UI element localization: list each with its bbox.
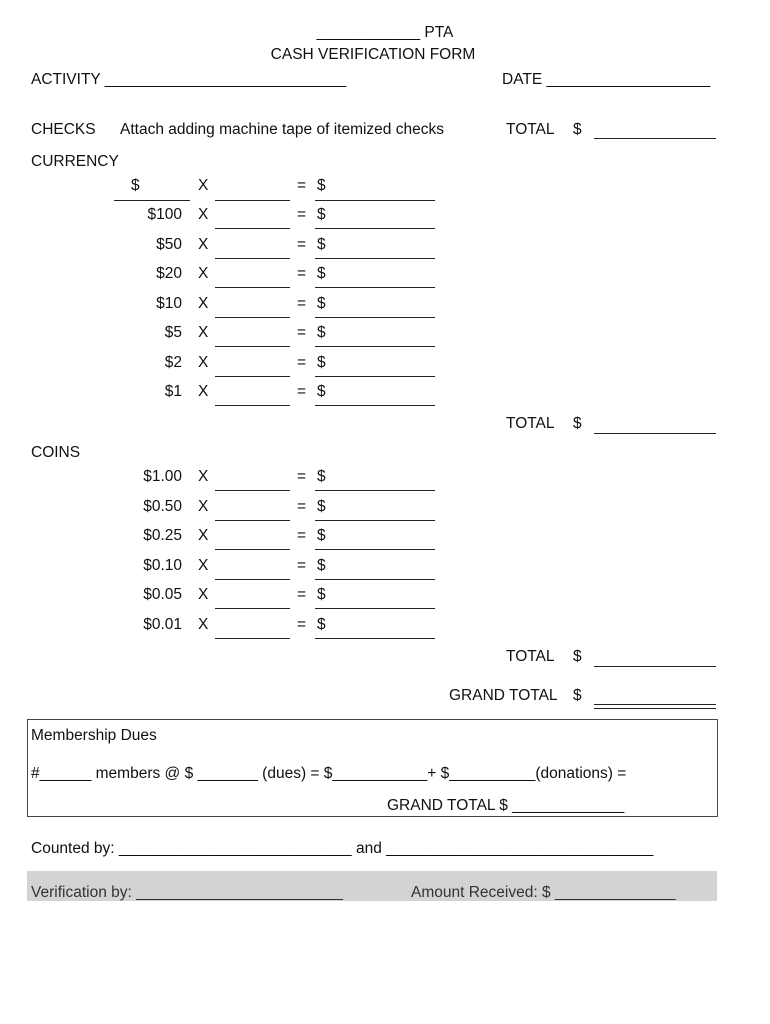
currency-times: X xyxy=(198,265,209,282)
currency-equals: = xyxy=(297,324,307,341)
currency-dollar: $ xyxy=(317,265,326,282)
currency-denomination: $20 xyxy=(156,265,182,282)
form-title: CASH VERIFICATION FORM xyxy=(270,46,476,63)
coins-amount-field[interactable] xyxy=(315,490,435,491)
currency-denomination: $100 xyxy=(147,206,182,223)
coins-amount-field[interactable] xyxy=(315,549,435,550)
currency-denomination: $2 xyxy=(164,353,182,371)
coins-amount-field[interactable] xyxy=(315,608,435,609)
checks-total-field[interactable] xyxy=(594,138,716,139)
currency-qty-field[interactable] xyxy=(215,376,290,377)
coins-amount-field[interactable] xyxy=(315,520,435,521)
activity-field[interactable]: ACTIVITY ____________________________ xyxy=(31,71,347,88)
currency-qty-field[interactable] xyxy=(215,346,290,347)
currency-times: X xyxy=(198,324,209,341)
currency-label: CURRENCY xyxy=(31,153,119,170)
currency-denomination: $5 xyxy=(164,324,182,341)
coins-dollar: $ xyxy=(317,556,326,574)
coins-qty-field[interactable] xyxy=(215,490,290,491)
coins-dollar: $ xyxy=(317,527,326,544)
coins-times: X xyxy=(198,527,209,544)
currency-total-dollar: $ xyxy=(573,415,582,432)
grand-total-label: GRAND TOTAL xyxy=(449,687,558,704)
currency-qty-field[interactable] xyxy=(215,287,290,288)
counted-by-line[interactable]: Counted by: ___________________________ and _______________________________ xyxy=(31,840,654,857)
currency-amount-field[interactable] xyxy=(315,287,435,288)
coins-equals: = xyxy=(297,497,307,515)
coins-total-label: TOTAL xyxy=(506,648,555,665)
currency-denomination: $50 xyxy=(156,235,182,253)
coins-total-field[interactable] xyxy=(594,666,716,667)
currency-amount-field[interactable] xyxy=(315,376,435,377)
currency-times: X xyxy=(198,235,209,253)
currency-equals: = xyxy=(297,206,307,223)
currency-denomination: $1 xyxy=(164,383,182,400)
coins-times: X xyxy=(198,615,209,633)
coins-denomination: $1.00 xyxy=(143,468,182,485)
coins-equals: = xyxy=(297,586,307,603)
currency-dollar: $ xyxy=(317,383,326,400)
checks-instruction: Attach adding machine tape of itemized checks xyxy=(120,121,444,138)
currency-dollar: $ xyxy=(317,353,326,371)
coins-times: X xyxy=(198,556,209,574)
currency-dollar: $ xyxy=(317,177,326,194)
currency-dollar: $ xyxy=(317,235,326,253)
checks-total-dollar: $ xyxy=(573,121,582,138)
currency-equals: = xyxy=(297,235,307,253)
checks-label: CHECKS xyxy=(31,121,96,138)
grand-total-dollar: $ xyxy=(573,687,582,704)
currency-other-qty-field[interactable] xyxy=(215,200,290,201)
coins-total-dollar: $ xyxy=(573,648,582,665)
verification-by-field[interactable]: Verification by: ________________________ xyxy=(31,884,343,901)
currency-qty-field[interactable] xyxy=(215,317,290,318)
coins-equals: = xyxy=(297,556,307,574)
currency-qty-field[interactable] xyxy=(215,258,290,259)
coins-qty-field[interactable] xyxy=(215,549,290,550)
coins-dollar: $ xyxy=(317,586,326,603)
currency-amount-field[interactable] xyxy=(315,346,435,347)
coins-denomination: $0.25 xyxy=(143,527,182,544)
currency-amount-field[interactable] xyxy=(315,228,435,229)
coins-denomination: $0.01 xyxy=(143,615,182,633)
coins-denomination: $0.50 xyxy=(143,497,182,515)
coins-times: X xyxy=(198,497,209,515)
coins-times: X xyxy=(198,468,209,485)
currency-times: X xyxy=(198,383,209,400)
coins-qty-field[interactable] xyxy=(215,520,290,521)
currency-other-denomination-field[interactable] xyxy=(114,200,190,201)
membership-grand-total-line[interactable]: GRAND TOTAL $ _____________ xyxy=(387,797,625,814)
coins-dollar: $ xyxy=(317,468,326,485)
currency-qty-field[interactable] xyxy=(215,228,290,229)
currency-equals: = xyxy=(297,265,307,282)
coins-dollar: $ xyxy=(317,615,326,633)
grand-total-field[interactable] xyxy=(594,704,716,709)
currency-dollar: $ xyxy=(317,206,326,223)
coins-label: COINS xyxy=(31,444,81,461)
coins-amount-field[interactable] xyxy=(315,638,435,639)
coins-qty-field[interactable] xyxy=(215,638,290,639)
currency-amount-field[interactable] xyxy=(315,317,435,318)
currency-equals: = xyxy=(297,353,307,371)
coins-equals: = xyxy=(297,468,307,485)
coins-qty-field[interactable] xyxy=(215,608,290,609)
currency-times: X xyxy=(198,177,209,194)
currency-dollar: $ xyxy=(317,324,326,341)
currency-amount-field[interactable] xyxy=(315,258,435,259)
currency-total-field[interactable] xyxy=(594,433,716,434)
amount-received-field[interactable]: Amount Received: $ ______________ xyxy=(411,884,676,901)
membership-title: Membership Dues xyxy=(31,727,157,744)
currency-equals: = xyxy=(297,383,307,400)
coins-denomination: $0.10 xyxy=(143,556,182,574)
coins-denomination: $0.05 xyxy=(143,586,182,603)
currency-other-dollar: $ xyxy=(131,177,140,194)
coins-qty-field[interactable] xyxy=(215,579,290,580)
coins-amount-field[interactable] xyxy=(315,579,435,580)
currency-amount-field[interactable] xyxy=(315,405,435,406)
date-field[interactable]: DATE ___________________ xyxy=(502,71,711,88)
checks-total-label: TOTAL xyxy=(506,121,555,138)
currency-times: X xyxy=(198,353,209,371)
currency-dollar: $ xyxy=(317,294,326,312)
coins-equals: = xyxy=(297,615,307,633)
coins-equals: = xyxy=(297,527,307,544)
currency-qty-field[interactable] xyxy=(215,405,290,406)
currency-times: X xyxy=(198,294,209,312)
coins-dollar: $ xyxy=(317,497,326,515)
coins-times: X xyxy=(198,586,209,603)
currency-equals: = xyxy=(297,177,307,194)
currency-total-label: TOTAL xyxy=(506,415,555,432)
currency-other-amount-field[interactable] xyxy=(315,200,435,201)
membership-formula-line[interactable]: #______ members @ $ _______ (dues) = $___________+ $__________(donations) = xyxy=(31,765,627,782)
currency-times: X xyxy=(198,206,209,223)
currency-equals: = xyxy=(297,294,307,312)
currency-denomination: $10 xyxy=(156,294,182,312)
pta-name-line[interactable]: ____________ PTA xyxy=(316,24,454,41)
